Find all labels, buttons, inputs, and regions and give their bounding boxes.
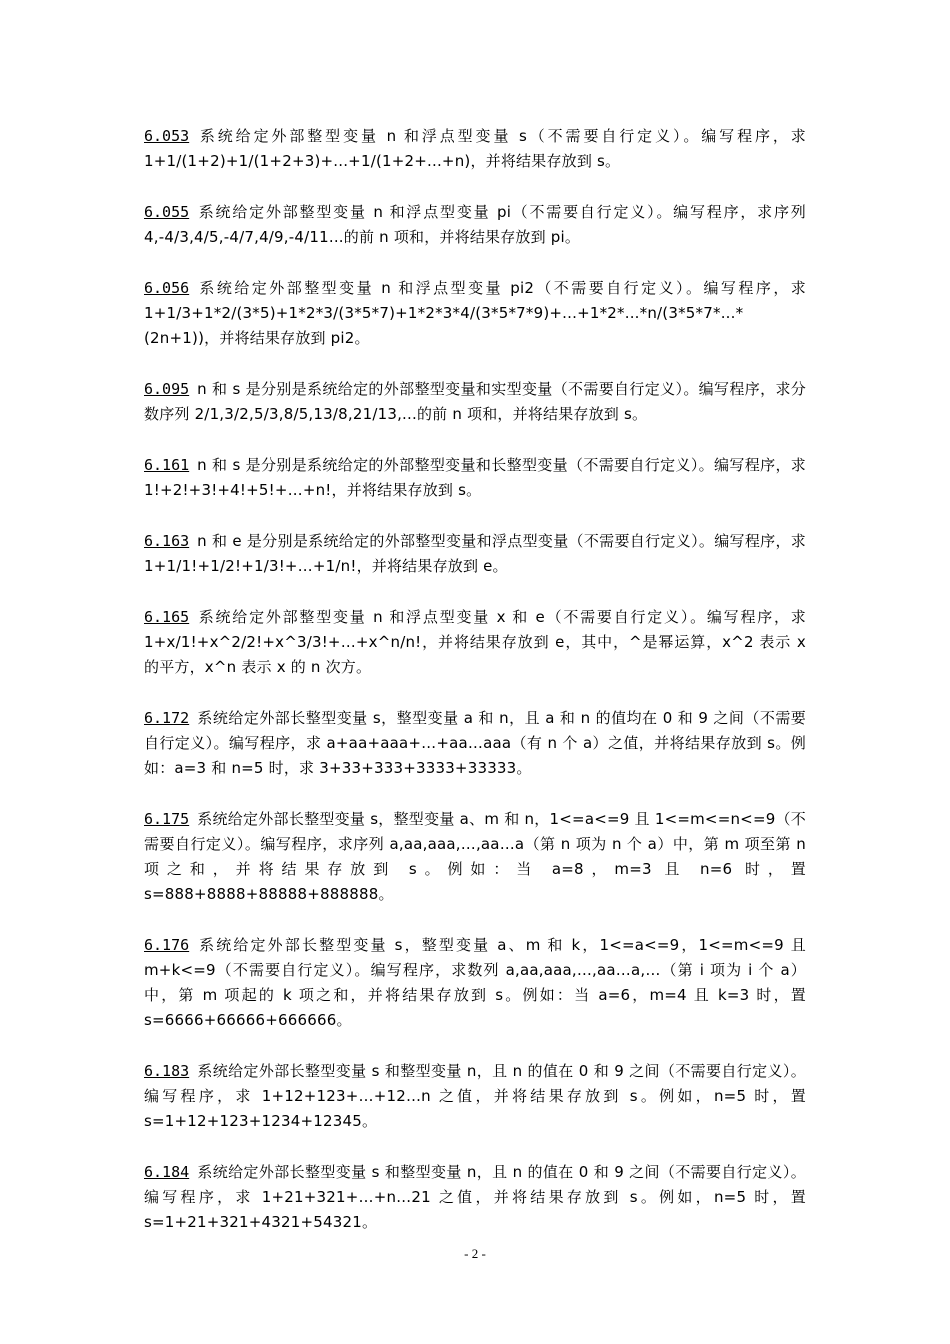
problem-text: 系统给定外部长整型变量 s 和整型变量 n，且 n 的值在 0 和 9 之间（不需要自行定义）。编写程序，求 1+12+123+…+12…n 之值，并将结果存放到 s。例如，n=5 时，置 s=1+12+123+1234+12345。 <box>144 1062 806 1130</box>
problem-text: 系统给定外部长整型变量 s，整型变量 a、m 和 n，1<=a<=9 且 1<=m<=n<=9（不需要自行定义）。编写程序，求序列 a,aa,aaa,…,aa…a（第 n 项为 n 个 a）中，第 m 项至第 n 项之和，并将结果存放到 s。例如：当 a=8，m=3 且 n=6 时，置 s=888+8888+88888+888888。 <box>144 810 806 903</box>
problem-6-163 <box>144 529 806 579</box>
problem-id: 6.183 <box>144 1062 190 1080</box>
problem-id: 6.184 <box>144 1163 190 1181</box>
problem-6-184 <box>144 1160 806 1235</box>
problem-id: 6.095 <box>144 380 190 398</box>
problem-id: 6.053 <box>144 127 190 145</box>
problem-text: n 和 s 是分别是系统给定的外部整型变量和实型变量（不需要自行定义）。编写程序，求分数序列 2/1,3/2,5/3,8/5,13/8,21/13,...的前 n 项和，并将结果存放到 s。 <box>144 380 806 423</box>
problem-text: 系统给定外部长整型变量 s，整型变量 a、m 和 k，1<=a<=9，1<=m<=9 且 m+k<=9（不需要自行定义）。编写程序，求数列 a,aa,aaa,…,aa…a,…（第 i 项为 i 个 a）中，第 m 项起的 k 项之和，并将结果存放到 s。例如：当 a=6，m=4 且 k=3 时，置 s=6666+66666+666666。 <box>144 936 806 1029</box>
problem-6-161 <box>144 453 806 503</box>
problem-text: 系统给定外部整型变量 n 和浮点型变量 x 和 e（不需要自行定义）。编写程序，求 1+x/1!+x^2/2!+x^3/3!+…+x^n/n!，并将结果存放到 e，其中，^是幂运算，x^2 表示 x 的平方，x^n 表示 x 的 n 次方。 <box>144 608 806 676</box>
problem-6-165 <box>144 605 806 680</box>
problem-id: 6.172 <box>144 709 190 727</box>
problem-text: 系统给定外部长整型变量 s，整型变量 a 和 n，且 a 和 n 的值均在 0 和 9 之间（不需要自行定义）。编写程序，求 a+aa+aaa+…+aa…aaa（有 n 个 a）之值，并将结果存放到 s。例如：a=3 和 n=5 时，求 3+33+333+3333+33333。 <box>144 709 806 777</box>
problem-6-183 <box>144 1059 806 1134</box>
problem-6-056 <box>144 276 806 351</box>
problem-6-172 <box>144 706 806 781</box>
problem-text: 系统给定外部整型变量 n 和浮点型变量 pi2（不需要自行定义）。编写程序，求 1+1/3+1*2/(3*5)+1*2*3/(3*5*7)+1*2*3*4/(3*5*7*9)+...+1*2*...*n/(3*5*7*...*(2n+1))，并将结果存放到 pi2。 <box>144 279 806 347</box>
problem-list <box>144 124 806 1261</box>
problem-6-176 <box>144 933 806 1033</box>
problem-text: 系统给定外部长整型变量 s 和整型变量 n，且 n 的值在 0 和 9 之间（不需要自行定义）。编写程序，求 1+21+321+…+n…21 之值，并将结果存放到 s。例如，n=5 时，置 s=1+21+321+4321+54321。 <box>144 1163 806 1231</box>
problem-6-175 <box>144 807 806 907</box>
problem-id: 6.165 <box>144 608 190 626</box>
problem-6-053 <box>144 124 806 174</box>
problem-6-055 <box>144 200 806 250</box>
problem-text: n 和 s 是分别是系统给定的外部整型变量和长整型变量（不需要自行定义）。编写程序，求 1!+2!+3!+4!+5!+…+n!，并将结果存放到 s。 <box>144 456 806 499</box>
problem-text: n 和 e 是分别是系统给定的外部整型变量和浮点型变量（不需要自行定义）。编写程序，求 1+1/1!+1/2!+1/3!+…+1/n!，并将结果存放到 e。 <box>144 532 806 575</box>
problem-text: 系统给定外部整型变量 n 和浮点型变量 s（不需要自行定义）。编写程序，求 1+1/(1+2)+1/(1+2+3)+...+1/(1+2+...+n)，并将结果存放到 s。 <box>144 127 806 170</box>
problem-id: 6.175 <box>144 810 190 828</box>
problem-id: 6.161 <box>144 456 190 474</box>
problem-id: 6.056 <box>144 279 190 297</box>
problem-id: 6.176 <box>144 936 190 954</box>
problem-6-095 <box>144 377 806 427</box>
problem-text: 系统给定外部整型变量 n 和浮点型变量 pi（不需要自行定义）。编写程序，求序列 4,-4/3,4/5,-4/7,4/9,-4/11...的前 n 项和，并将结果存放到 pi。 <box>144 203 806 246</box>
page-number: - 2 - <box>464 1246 486 1261</box>
problem-id: 6.055 <box>144 203 190 221</box>
problem-id: 6.163 <box>144 532 190 550</box>
